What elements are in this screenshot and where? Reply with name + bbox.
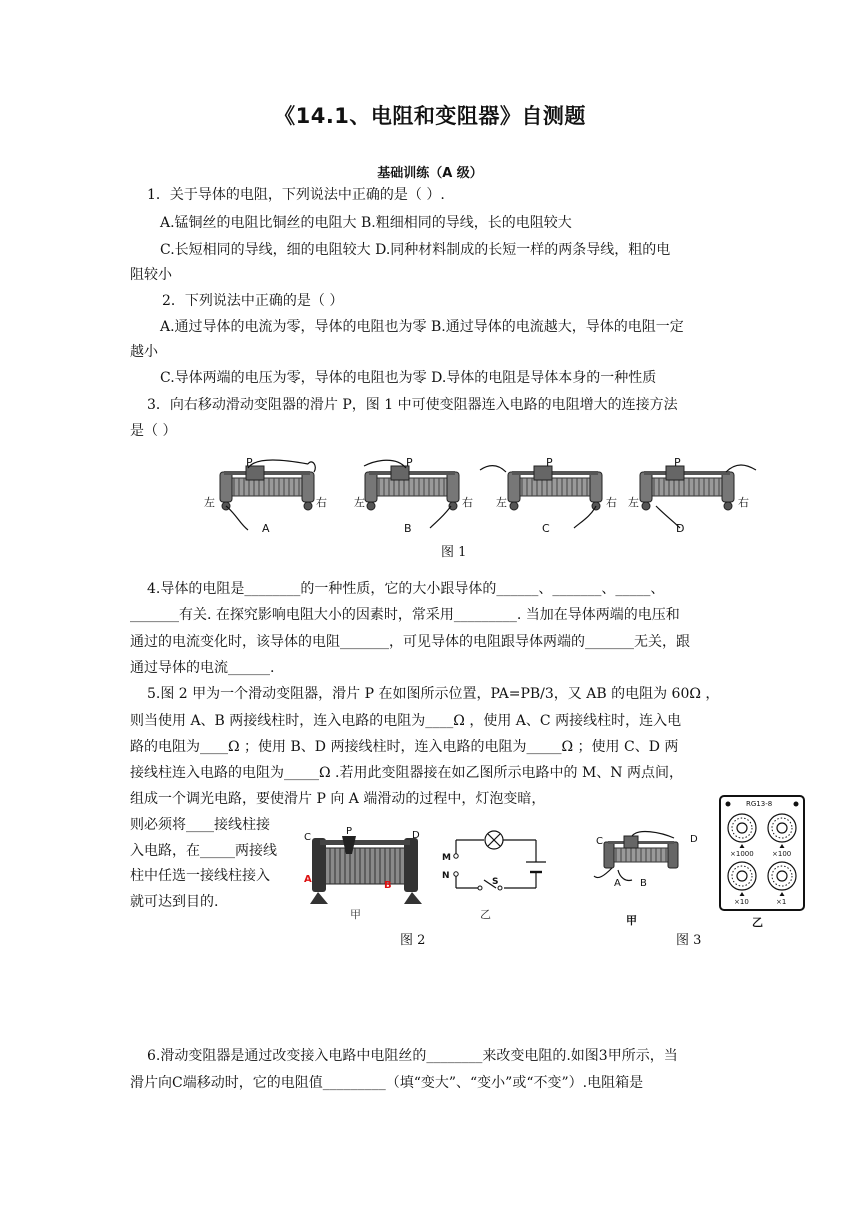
fig2-caption: 图 2 [400, 933, 426, 948]
fig1-right-d: 右 [738, 496, 749, 509]
fig1-left-b: 左 [354, 496, 365, 509]
q2-options-cd: C.导体两端的电压为零，导体的电阻也为零 D.导体的电阻是导体本身的一种性质 [160, 370, 657, 386]
figure-3-rheostat [582, 830, 702, 928]
fig3-label-d: D [690, 834, 698, 845]
q4-line-2: _______有关. 在探究影响电阻大小的因素时，常采用_________. 当加在导体两端的电压和 [130, 607, 680, 623]
fig2-label-c: C [304, 832, 311, 843]
fig3-label-yi: 乙 [752, 916, 763, 929]
fig3-label-c: C [596, 836, 603, 847]
figure-1 [196, 456, 766, 532]
q5-line-5: 组成一个调光电路，要使滑片 P 向 A 端滑动的过程中，灯泡变暗， [130, 791, 546, 807]
fig1-p-c: P [546, 456, 553, 469]
q1-stem: 1．关于导体的电阻，下列说法中正确的是（ ）. [147, 187, 445, 203]
figure-2-rheostat [300, 826, 430, 922]
fig3-x100: ×100 [772, 850, 792, 858]
fig1-left-c: 左 [496, 496, 507, 509]
fig2-label-m: M [442, 853, 451, 863]
q3-stem: 3．向右移动滑动变阻器的滑片 P，图 1 中可使变阻器连入电路的电阻增大的连接方法 [147, 397, 678, 413]
q4-line-1: 4.导体的电阻是________的一种性质，它的大小跟导体的______、_______、_____、 [147, 581, 665, 597]
fig2-label-s: S [492, 877, 499, 887]
rheostat-b [364, 460, 459, 528]
q6-line-1: 6.滑动变阻器是通过改变接入电路中电阻丝的________来改变电阻的.如图3甲所示，当 [147, 1048, 678, 1064]
fig1-right-b: 右 [462, 496, 473, 509]
q4-line-3: 通过的电流变化时，该导体的电阻_______，可见导体的电阻跟导体两端的_______无关，跟 [130, 634, 690, 650]
q2-stem: 2．下列说法中正确的是（ ） [162, 293, 344, 309]
q5-line-2: 则当使用 A、B 两接线柱时，连入电路的电阻为____Ω ，使用 A、C 两接线柱时，连入电 [130, 713, 682, 729]
rheostat-a [220, 460, 315, 530]
fig2-label-jia: 甲 [350, 908, 361, 921]
fig3-label-a: A [614, 878, 621, 889]
fig3-x10: ×10 [734, 898, 749, 906]
q1-options-cd: C.长短相同的导线，细的电阻较大 D.同种材料制成的长短一样的两条导线，粗的电 [160, 242, 671, 258]
q5-line-3: 路的电阻为____Ω ；使用 B、D 两接线柱时，连入电路的电阻为_____Ω ；使用 C、D 两 [130, 739, 679, 755]
section-title: 基础训练（A 级） [377, 166, 483, 181]
fig3-x1000: ×1000 [730, 850, 754, 858]
q1-options-cd-cont: 阻较小 [130, 267, 172, 283]
q5-line-1: 5.图 2 甲为一个滑动变阻器，滑片 P 在如图所示位置，PA=PB/3，又 AB 的电阻为 60Ω ， [147, 686, 720, 702]
fig2-label-a: A [304, 874, 312, 885]
fig3-label-b: B [640, 878, 647, 889]
q1-options-ab: A.锰铜丝的电阻比铜丝的电阻大 B.粗细相同的导线，长的电阻较大 [160, 215, 572, 231]
q6-line-2: 滑片向C端移动时，它的电阻值_________（填“变大”、“变小”或“不变”）.电阻箱是 [130, 1075, 644, 1091]
fig3-box-label: RG13-8 [746, 800, 773, 808]
q5-line-9: 就可达到目的. [130, 894, 219, 910]
q2-options-ab: A.通过导体的电流为零，导体的电阻也为零 B.通过导体的电流越大，导体的电阻一定 [160, 319, 684, 335]
fig3-caption: 图 3 [676, 933, 702, 948]
q5-line-8: 柱中任选一接线柱接入 [130, 868, 270, 884]
fig3-label-jia: 甲 [626, 914, 637, 927]
fig1-p-a: P [246, 456, 253, 469]
fig1-label-b: B [404, 522, 412, 532]
fig2-label-p: P [346, 826, 353, 837]
page-title: 《14.1、电阻和变阻器》自测题 [274, 104, 586, 128]
q3-stem-cont: 是（ ） [130, 423, 177, 439]
q2-options-ab-cont: 越小 [130, 344, 158, 360]
fig1-left-d: 左 [628, 496, 639, 509]
fig2-label-n: N [442, 871, 450, 881]
fig1-left-a: 左 [204, 496, 215, 509]
fig3-x1: ×1 [776, 898, 787, 906]
figure-3-resistance-box [716, 792, 808, 930]
fig1-label-d: D [676, 522, 685, 532]
fig1-right-c: 右 [606, 496, 617, 509]
fig1-p-d: P [674, 456, 681, 469]
fig2-label-b: B [384, 880, 392, 891]
q5-line-6: 则必须将____接线柱接 [130, 817, 270, 833]
q5-line-7: 入电路，在_____两接线 [130, 843, 277, 859]
fig1-right-a: 右 [316, 496, 327, 509]
fig2-label-yi: 乙 [480, 908, 491, 921]
q5-line-4: 接线柱连入电路的电阻为_____Ω .若用此变阻器接在如乙图所示电路中的 M、N 两点间， [130, 765, 683, 781]
figure-2-circuit [436, 826, 550, 922]
fig2-label-d: D [412, 830, 420, 841]
fig1-label-c: C [542, 522, 550, 532]
fig1-label-a: A [262, 522, 270, 532]
fig1-caption: 图 1 [441, 545, 467, 560]
fig1-p-b: P [406, 456, 413, 469]
q4-line-4: 通过导体的电流______. [130, 660, 275, 676]
